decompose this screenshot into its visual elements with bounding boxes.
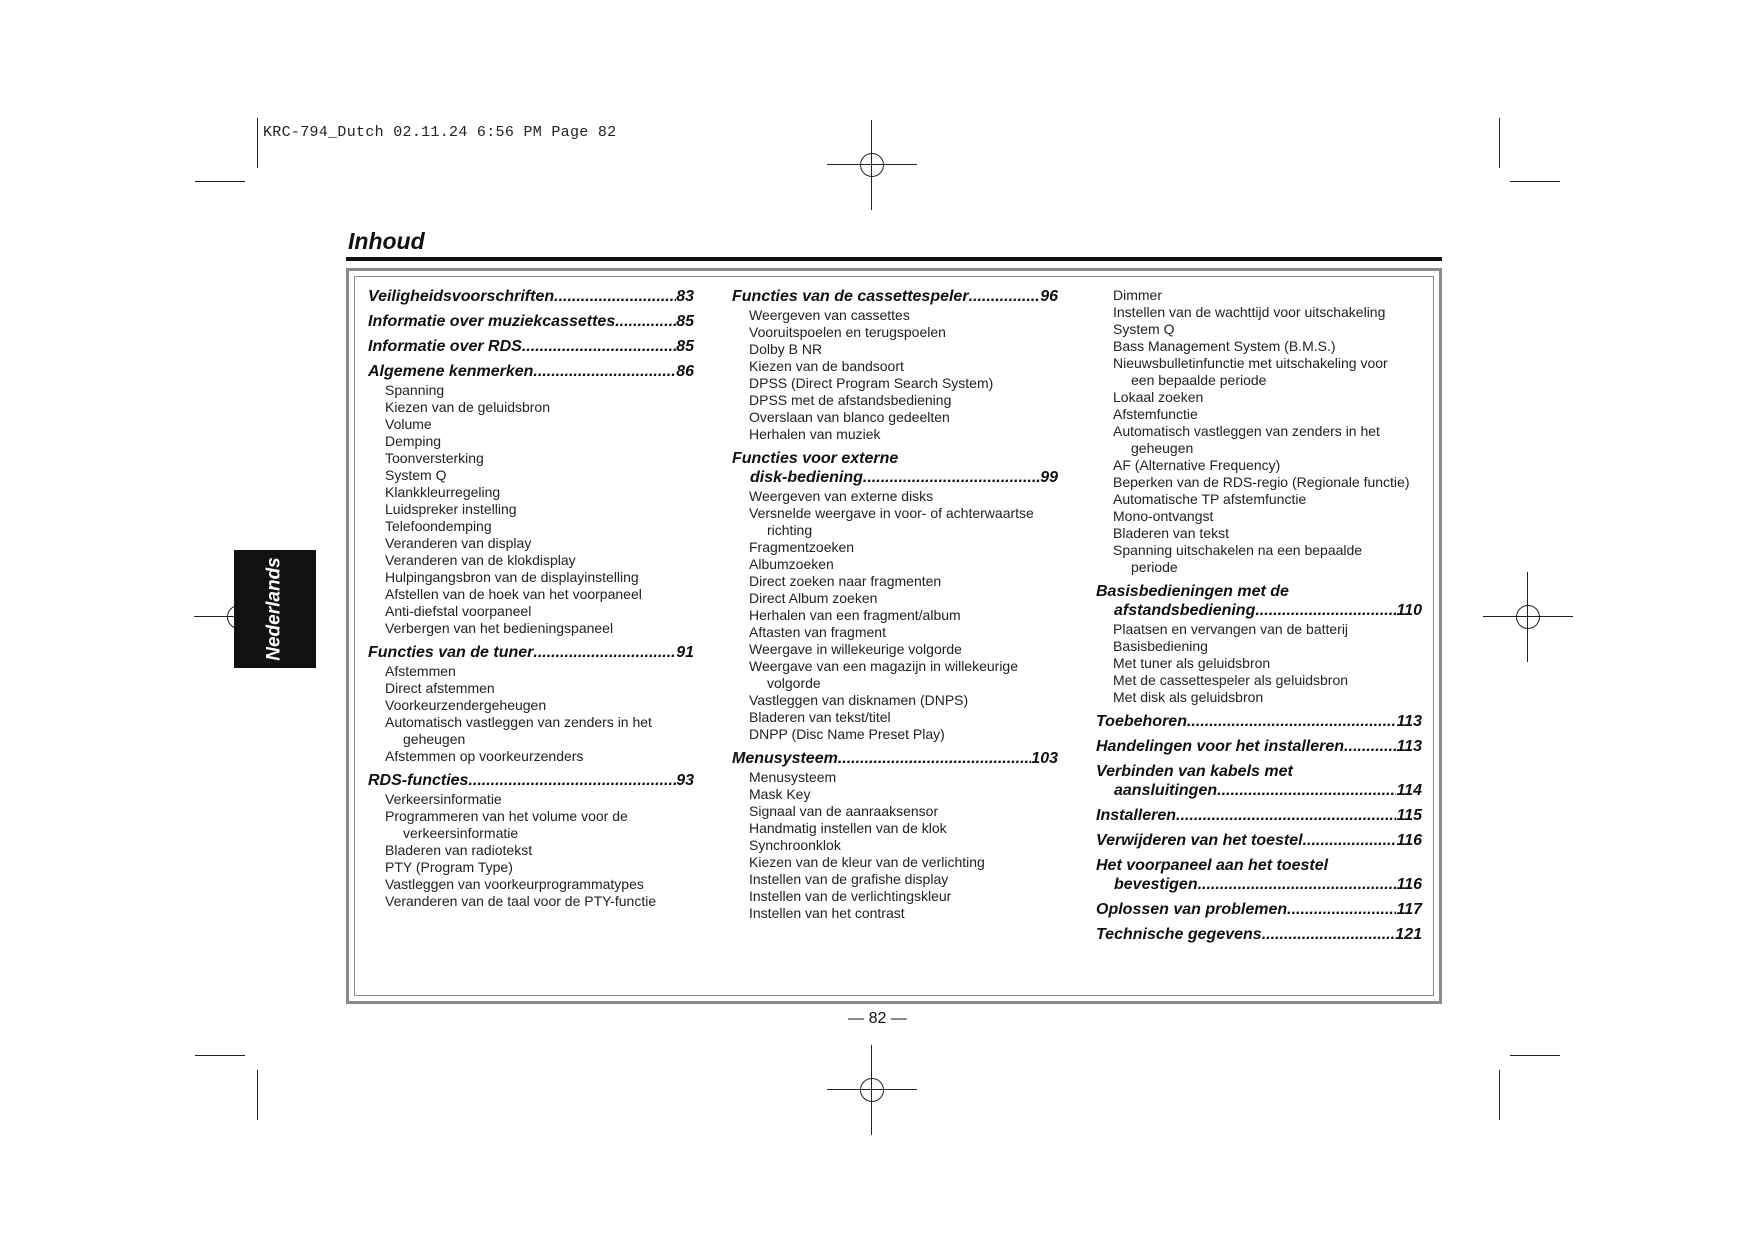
- registration-mark-bottom: [827, 1045, 917, 1135]
- toc-item[interactable]: Verkeersinformatie: [385, 791, 502, 807]
- toc-item[interactable]: Direct afstemmen: [385, 680, 495, 696]
- toc-column-2: [732, 287, 1058, 922]
- toc-item[interactable]: Vooruitspoelen en terugspoelen: [749, 324, 946, 340]
- print-header-line: KRC-794_Dutch 02.11.24 6:56 PM Page 82: [263, 124, 617, 141]
- toc-item[interactable]: DPSS met de afstandsbediening: [749, 392, 952, 408]
- toc-item[interactable]: Klankkleurregeling: [385, 484, 501, 500]
- toc-heading[interactable]: Informatie over muziekcassettes ..... 85: [368, 312, 694, 331]
- crop-mark-bottom-right-v: [1499, 1070, 1500, 1120]
- toc-item[interactable]: AF (Alternative Frequency): [1113, 457, 1281, 473]
- page-title: Inhoud: [348, 228, 425, 254]
- toc-column-3: [1096, 287, 1422, 945]
- toc-item[interactable]: Veranderen van de taal voor de PTY-functie: [385, 893, 657, 909]
- toc-item[interactable]: Afstemmen op voorkeurzenders: [385, 748, 584, 764]
- toc-item[interactable]: Automatische TP afstemfunctie: [1113, 491, 1307, 507]
- toc-item[interactable]: Versnelde weergave in voor- of achterwaartse richting: [749, 505, 1034, 538]
- toc-item[interactable]: Programmeren van het volume voor de verkeersinformatie: [385, 808, 628, 841]
- toc-item[interactable]: Afstellen van de hoek van het voorpaneel: [385, 586, 642, 602]
- toc-item[interactable]: Veranderen van display: [385, 535, 532, 551]
- toc-item[interactable]: Kiezen van de bandsoort: [749, 358, 904, 374]
- toc-item[interactable]: Volume: [385, 416, 432, 432]
- toc-item[interactable]: Bladeren van radiotekst: [385, 842, 533, 858]
- toc-item[interactable]: Weergeven van externe disks: [749, 488, 934, 504]
- toc-item[interactable]: Weergeven van cassettes: [749, 307, 910, 323]
- toc-item[interactable]: Aftasten van fragment: [749, 624, 886, 640]
- toc-heading[interactable]: Basisbedieningen met de afstandsbediening ..... 110: [1096, 582, 1422, 620]
- toc-item[interactable]: PTY (Program Type): [385, 859, 513, 875]
- toc-heading[interactable]: Menusysteem ..... 103: [732, 749, 1058, 768]
- language-side-tab: [234, 550, 316, 668]
- toc-item[interactable]: Bladeren van tekst/titel: [749, 709, 891, 725]
- toc-item[interactable]: Instellen van de verlichtingskleur: [749, 888, 952, 904]
- toc-item[interactable]: Lokaal zoeken: [1113, 389, 1204, 405]
- toc-heading[interactable]: Oplossen van problemen ..... 117: [1096, 900, 1422, 919]
- crop-mark-bottom-left-h: [195, 1055, 245, 1056]
- toc-item[interactable]: Met de cassettespeler als geluidsbron: [1113, 672, 1349, 688]
- toc-heading[interactable]: Algemene kenmerken ..... 86: [368, 362, 694, 381]
- toc-item[interactable]: Afstemmen: [385, 663, 456, 679]
- registration-mark-right: [1483, 572, 1573, 662]
- toc-item[interactable]: Vastleggen van voorkeurprogrammatypes: [385, 876, 644, 892]
- toc-item[interactable]: Basisbediening: [1113, 638, 1208, 654]
- toc-item[interactable]: Mono-ontvangst: [1113, 508, 1214, 524]
- toc-item[interactable]: Synchroonklok: [749, 837, 841, 853]
- toc-item[interactable]: DPSS (Direct Program Search System): [749, 375, 994, 391]
- toc-item[interactable]: Direct Album zoeken: [749, 590, 878, 606]
- toc-item[interactable]: Menusysteem: [749, 769, 837, 785]
- registration-mark-top: [827, 120, 917, 210]
- toc-item[interactable]: Herhalen van een fragment/album: [749, 607, 961, 623]
- toc-item[interactable]: Verbergen van het bedieningspaneel: [385, 620, 614, 636]
- toc-item[interactable]: Dimmer: [1113, 287, 1162, 303]
- toc-item[interactable]: System Q: [385, 467, 447, 483]
- crop-mark-top-left-h: [195, 181, 245, 182]
- toc-heading[interactable]: Installeren ..... 115: [1096, 806, 1422, 825]
- toc-heading[interactable]: Verwijderen van het toestel ..... 116: [1096, 831, 1422, 850]
- toc-item[interactable]: Bladeren van tekst: [1113, 525, 1229, 541]
- toc-heading[interactable]: Informatie over RDS ..... 85: [368, 337, 694, 356]
- toc-heading[interactable]: Toebehoren ..... 113: [1096, 712, 1422, 731]
- page-number: — 82 —: [848, 1010, 907, 1027]
- toc-heading[interactable]: Veiligheidsvoorschriften ..... 83: [368, 287, 694, 306]
- toc-item[interactable]: Kiezen van de kleur van de verlichting: [749, 854, 985, 870]
- toc-item[interactable]: Bass Management System (B.M.S.): [1113, 338, 1336, 354]
- crop-mark-top-right-h: [1510, 181, 1560, 182]
- toc-item[interactable]: Met tuner als geluidsbron: [1113, 655, 1271, 671]
- toc-item[interactable]: Telefoondemping: [385, 518, 492, 534]
- toc-item[interactable]: Vastleggen van disknamen (DNPS): [749, 692, 969, 708]
- language-label: Nederlands: [264, 557, 286, 661]
- toc-item[interactable]: Handmatig instellen van de klok: [749, 820, 947, 836]
- toc-heading[interactable]: RDS-functies ..... 93: [368, 771, 694, 790]
- toc-item[interactable]: Weergave van een magazijn in willekeurige volgorde: [749, 658, 1019, 691]
- toc-item[interactable]: Anti-diefstal voorpaneel: [385, 603, 532, 619]
- title-rule: [346, 257, 1442, 261]
- toc-item[interactable]: Beperken van de RDS-regio (Regionale functie): [1113, 474, 1410, 490]
- toc-item[interactable]: Herhalen van muziek: [749, 426, 881, 442]
- toc-item[interactable]: Instellen van het contrast: [749, 905, 905, 921]
- toc-item[interactable]: Toonversterking: [385, 450, 484, 466]
- toc-item[interactable]: Spanning uitschakelen na een bepaalde periode: [1113, 542, 1363, 575]
- toc-item[interactable]: Hulpingangsbron van de displayinstelling: [385, 569, 639, 585]
- crop-mark-bottom-right-h: [1510, 1055, 1560, 1056]
- toc-item[interactable]: Plaatsen en vervangen van de batterij: [1113, 621, 1349, 637]
- toc-item[interactable]: Demping: [385, 433, 442, 449]
- crop-mark-top-left-v: [257, 118, 258, 168]
- toc-heading[interactable]: Functies van de cassettespeler ..... 96: [732, 287, 1058, 306]
- toc-heading[interactable]: Het voorpaneel aan het toestel bevestigen ..... 116: [1096, 856, 1422, 894]
- toc-item[interactable]: Nieuwsbulletinfunctie met uitschakeling voor een bepaalde periode: [1113, 355, 1388, 388]
- toc-item[interactable]: Fragmentzoeken: [749, 539, 855, 555]
- toc-heading[interactable]: Handelingen voor het installeren ..... 113: [1096, 737, 1422, 756]
- toc-item[interactable]: Automatisch vastleggen van zenders in het geheugen: [385, 714, 652, 747]
- toc-heading[interactable]: Verbinden van kabels met aansluitingen ..... 114: [1096, 762, 1422, 800]
- toc-item[interactable]: Afstemfunctie: [1113, 406, 1198, 422]
- toc-item[interactable]: Met disk als geluidsbron: [1113, 689, 1264, 705]
- toc-item[interactable]: Dolby B NR: [749, 341, 823, 357]
- toc-heading[interactable]: Technische gegevens ..... 121: [1096, 925, 1422, 944]
- toc-item[interactable]: Kiezen van de geluidsbron: [385, 399, 551, 415]
- toc-item[interactable]: System Q: [1113, 321, 1175, 337]
- crop-mark-top-right-v: [1499, 118, 1500, 168]
- toc-item[interactable]: Mask Key: [749, 786, 811, 802]
- toc-heading[interactable]: Functies van de tuner ..... 91: [368, 643, 694, 662]
- toc-item[interactable]: Instellen van de wachttijd voor uitschakeling: [1113, 304, 1386, 320]
- toc-item[interactable]: Veranderen van de klokdisplay: [385, 552, 576, 568]
- toc-item[interactable]: DNPP (Disc Name Preset Play): [749, 726, 945, 742]
- toc-item[interactable]: Instellen van de grafishe display: [749, 871, 949, 887]
- toc-item[interactable]: Automatisch vastleggen van zenders in het geheugen: [1113, 423, 1380, 456]
- toc-item[interactable]: Voorkeurzendergeheugen: [385, 697, 547, 713]
- toc-item[interactable]: Overslaan van blanco gedeelten: [749, 409, 950, 425]
- toc-heading[interactable]: Functies voor externe disk-bediening ..... 99: [732, 449, 1058, 487]
- toc-item[interactable]: Weergave in willekeurige volgorde: [749, 641, 962, 657]
- toc-column-1: [368, 287, 694, 910]
- toc-item[interactable]: Luidspreker instelling: [385, 501, 517, 517]
- toc-item[interactable]: Direct zoeken naar fragmenten: [749, 573, 942, 589]
- toc-item[interactable]: Signaal van de aanraaksensor: [749, 803, 939, 819]
- crop-mark-bottom-left-v: [257, 1070, 258, 1120]
- toc-item[interactable]: Spanning: [385, 382, 445, 398]
- toc-item[interactable]: Albumzoeken: [749, 556, 834, 572]
